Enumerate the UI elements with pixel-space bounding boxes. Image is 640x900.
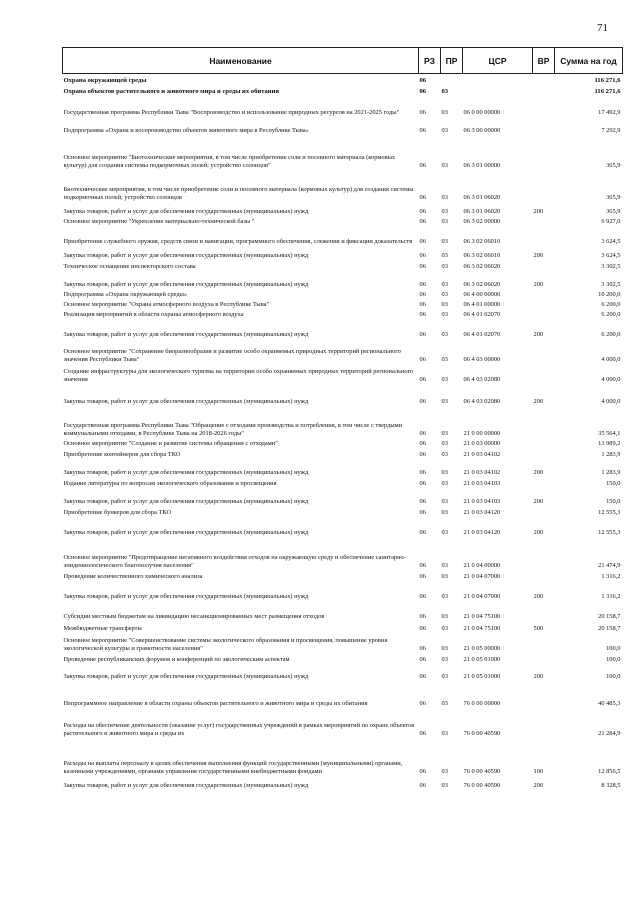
cell-rz: 06 xyxy=(419,625,426,632)
cell-sum: 12 555,3 xyxy=(598,529,621,536)
cell-sum: 10 200,0 xyxy=(598,291,621,298)
table-row xyxy=(63,97,623,118)
cell-pr: 03 xyxy=(441,376,448,383)
cell-vr xyxy=(533,682,555,709)
cell-rz: 06 xyxy=(419,88,427,95)
cell-name: Создание инфраструктуры для экологического туризма на территории особо охраняемых природных территорий регионального значения xyxy=(63,368,414,383)
cell-name: Закупка товаров, работ и услуг для обеспечения государственных (муниципальных) нужд xyxy=(63,331,309,338)
cell-vr xyxy=(533,407,555,439)
cell-vr: 200 xyxy=(533,331,544,338)
cell-sum: 1 283,9 xyxy=(601,451,621,458)
budget-table-container xyxy=(62,47,622,791)
cell-csr: 06 3 02 06010 xyxy=(463,238,501,245)
page-number: 71 xyxy=(597,22,608,34)
cell-sum: 13 989,2 xyxy=(598,440,621,447)
cell-sum: 3 302,5 xyxy=(601,281,621,288)
cell-sum: 20 158,7 xyxy=(598,625,621,632)
cell-name: Основное мероприятие "Охрана атмосферного воздуха в Республике Тыва" xyxy=(63,301,270,308)
header-rz: РЗ xyxy=(419,48,441,74)
cell-rz: 06 xyxy=(419,656,426,663)
cell-csr: 06 0 00 00000 xyxy=(463,109,501,116)
cell-vr xyxy=(533,478,555,489)
table-row xyxy=(63,460,623,478)
cell-name: Основное мероприятие "Сохранение биоразнообразия и развитие особо охраняемых природных территорий регионального значения Республики Тыва" xyxy=(63,348,401,363)
cell-vr xyxy=(533,136,555,171)
cell-name: Основное мероприятие "Совершенствование системы экологического образования и просвещения, повышение уровня экологической культуры и грамотности населения" xyxy=(63,637,388,652)
cell-name: Биотехнические мероприятия, в том числе приобретение соли и посевного материала (кормовых культур) для создания системы подкормочных полей; устройство солонцов xyxy=(63,186,414,201)
cell-pr: 03 xyxy=(441,238,448,245)
cell-rz: 06 xyxy=(419,768,426,775)
cell-rz: 06 xyxy=(419,593,426,600)
cell-name: Основное мероприятие "Укрепление материально-технической базы " xyxy=(63,218,255,225)
cell-csr: 21 0 03 04120 xyxy=(463,509,501,516)
table-row xyxy=(63,478,623,489)
cell-vr xyxy=(533,449,555,460)
table-row xyxy=(63,407,623,439)
cell-rz: 06 xyxy=(419,469,426,476)
cell-name: Издание литературы по вопросам экологического образования и просвещения xyxy=(63,480,277,487)
cell-rz: 06 xyxy=(419,730,426,737)
cell-rz: 06 xyxy=(419,194,426,201)
cell-name: Закупка товаров, работ и услуг для обеспечения государственных (муниципальных) нужд xyxy=(63,469,309,476)
cell-rz: 06 xyxy=(419,509,426,516)
cell-pr: 03 xyxy=(441,730,448,737)
cell-name: Межбюджетные трансферты xyxy=(63,625,142,632)
cell-sum: 365,9 xyxy=(606,208,621,215)
cell-csr: 06 4 01 00000 xyxy=(463,301,501,308)
cell-pr: 03 xyxy=(441,782,448,789)
cell-csr: 06 3 02 06010 xyxy=(463,252,501,259)
cell-rz: 06 xyxy=(419,562,426,569)
cell-pr: 03 xyxy=(441,673,448,680)
table-row xyxy=(63,290,623,300)
cell-vr xyxy=(533,74,555,86)
cell-pr: 03 xyxy=(441,208,448,215)
cell-name: Закупка товаров, работ и услуг для обеспечения государственных (муниципальных) нужд xyxy=(63,498,309,505)
cell-csr xyxy=(463,86,533,97)
cell-vr: 200 xyxy=(533,593,544,600)
cell-pr: 03 xyxy=(441,194,448,201)
cell-name: Государственная программа Республики Тыва "Обращение с отходами производства и потребления, в том числе с твердыми коммунальными отходами, в Республике Тыва на 2018-2026 годы" xyxy=(63,422,403,437)
cell-csr: 21 0 03 04102 xyxy=(463,469,501,476)
cell-sum: 116 271,6 xyxy=(594,77,621,84)
cell-csr: 21 0 04 75100 xyxy=(463,613,501,620)
cell-name: Подпрограмма «Охрана и воспроизводство объектов животного мира в Республике Тыва» xyxy=(63,127,309,134)
cell-csr: 21 0 03 04120 xyxy=(463,529,501,536)
cell-pr: 03 xyxy=(441,301,448,308)
cell-pr: 03 xyxy=(441,656,448,663)
cell-name: Закупка товаров, работ и услуг для обеспечения государственных (муниципальных) нужд xyxy=(63,208,309,215)
cell-rz: 06 xyxy=(419,498,426,505)
table-row xyxy=(63,507,623,518)
cell-name: Субсидии местным бюджетам на ликвидацию несанкционированных мест размещения отходов xyxy=(63,613,325,620)
table-row xyxy=(63,777,623,791)
cell-csr: 76 0 00 40590 xyxy=(463,730,501,737)
cell-name: Закупка товаров, работ и услуг для обеспечения государственных (муниципальных) нужд xyxy=(63,252,309,259)
cell-csr: 21 0 04 75100 xyxy=(463,625,501,632)
cell-rz: 06 xyxy=(419,291,426,298)
cell-name: Государственная программа Республики Тыва "Воспроизводство и использование природных ресурсов на 2021-2025 годы" xyxy=(63,109,400,116)
cell-name: Проведение количественного химического анализа xyxy=(63,573,203,580)
cell-vr: 200 xyxy=(533,782,544,789)
cell-sum: 8 328,5 xyxy=(601,782,621,789)
cell-vr xyxy=(533,634,555,654)
cell-csr: 21 0 04 00000 xyxy=(463,562,501,569)
table-row xyxy=(63,518,623,538)
cell-sum: 116 271,6 xyxy=(594,88,621,95)
cell-rz: 06 xyxy=(419,311,426,318)
cell-name: Основное мероприятие "Создание и развитие системы обращения с отходами" xyxy=(63,440,278,447)
cell-pr xyxy=(441,74,463,86)
cell-rz: 06 xyxy=(419,238,426,245)
cell-sum: 3 624,5 xyxy=(601,238,621,245)
cell-name: Закупка товаров, работ и услуг для обеспечения государственных (муниципальных) нужд xyxy=(63,281,309,288)
table-row xyxy=(63,582,623,602)
budget-table xyxy=(62,47,623,791)
cell-csr: 21 0 03 04103 xyxy=(463,498,501,505)
cell-csr: 06 4 00 00000 xyxy=(463,291,501,298)
cell-vr xyxy=(533,538,555,571)
cell-sum: 6 200,0 xyxy=(601,311,621,318)
cell-pr: 03 xyxy=(441,430,448,437)
cell-vr xyxy=(533,261,555,272)
cell-name: Реализация мероприятий в области охраны атмосферного воздуха xyxy=(63,311,244,318)
cell-vr xyxy=(533,365,555,385)
table-body xyxy=(63,74,623,791)
cell-sum: 365,9 xyxy=(606,162,621,169)
cell-csr: 21 0 03 00000 xyxy=(463,440,501,447)
cell-pr: 03 xyxy=(441,625,448,632)
cell-name: Закупка товаров, работ и услуг для обеспечения государственных (муниципальных) нужд xyxy=(63,593,309,600)
header-pr: ПР xyxy=(441,48,463,74)
cell-name: Приобретение контейнеров для сбора ТКО xyxy=(63,451,181,458)
cell-rz: 06 xyxy=(419,356,426,363)
cell-sum: 4 000,0 xyxy=(601,398,621,405)
cell-vr: 200 xyxy=(533,281,544,288)
cell-vr xyxy=(533,340,555,365)
cell-sum: 100,0 xyxy=(606,673,621,680)
table-row xyxy=(63,118,623,136)
cell-sum: 35 564,1 xyxy=(598,430,621,437)
cell-sum: 12 856,5 xyxy=(598,768,621,775)
cell-vr xyxy=(533,300,555,310)
cell-vr: 200 xyxy=(533,469,544,476)
cell-vr xyxy=(533,709,555,739)
cell-sum: 1 316,2 xyxy=(601,573,621,580)
table-row xyxy=(63,203,623,217)
table-row xyxy=(63,571,623,582)
header-sum: Сумма на год xyxy=(555,48,623,74)
cell-pr: 03 xyxy=(441,480,448,487)
cell-sum: 21 474,9 xyxy=(598,562,621,569)
cell-sum: 7 292,9 xyxy=(601,127,621,134)
cell-vr xyxy=(533,654,555,665)
cell-pr: 03 xyxy=(441,162,448,169)
cell-csr: 06 4 03 02080 xyxy=(463,376,501,383)
table-row xyxy=(63,272,623,290)
cell-csr: 76 0 00 40590 xyxy=(463,768,501,775)
cell-pr: 03 xyxy=(441,311,448,318)
cell-sum: 21 284,9 xyxy=(598,730,621,737)
cell-csr: 06 3 00 00000 xyxy=(463,127,501,134)
table-row xyxy=(63,489,623,507)
cell-sum: 365,9 xyxy=(606,194,621,201)
cell-pr: 03 xyxy=(441,469,448,476)
cell-sum: 6 200,0 xyxy=(601,331,621,338)
cell-rz: 06 xyxy=(419,162,426,169)
cell-csr: 76 0 00 40590 xyxy=(463,782,501,789)
cell-name: Приобретение бункеров для сбора ТКО xyxy=(63,509,172,516)
cell-csr: 06 4 01 02070 xyxy=(463,311,501,318)
cell-pr: 03 xyxy=(441,398,448,405)
cell-name: Техническое оснащение инспекторского состава xyxy=(63,263,196,270)
cell-vr xyxy=(533,439,555,449)
cell-pr: 03 xyxy=(441,263,448,270)
table-row xyxy=(63,634,623,654)
cell-pr: 03 xyxy=(441,529,448,536)
header-csr: ЦСР xyxy=(463,48,533,74)
cell-pr: 03 xyxy=(441,281,448,288)
cell-name: Расходы на обеспечение деятельности (оказание услуг) государственных учреждений в рамках мероприятий по охране объектов растительного и животного мира и среды их xyxy=(63,722,415,737)
cell-pr: 03 xyxy=(441,573,448,580)
cell-sum: 12 555,3 xyxy=(598,509,621,516)
cell-rz: 06 xyxy=(419,430,426,437)
cell-sum: 1 316,2 xyxy=(601,593,621,600)
table-row xyxy=(63,449,623,460)
cell-rz: 06 xyxy=(419,218,426,225)
cell-vr: 200 xyxy=(533,252,544,259)
cell-rz: 06 xyxy=(419,480,426,487)
cell-name: Основное мероприятие "Предотвращение негативного воздействия отходов на окружающую среду и обеспечение санитарно-эпидемиологического благополучия населения" xyxy=(63,554,406,569)
cell-csr: 76 0 00 00000 xyxy=(463,700,501,707)
cell-rz: 06 xyxy=(419,613,426,620)
cell-csr: 06 3 02 06020 xyxy=(463,281,501,288)
cell-vr xyxy=(533,86,555,97)
cell-sum: 6 200,0 xyxy=(601,301,621,308)
cell-name: Закупка товаров, работ и услуг для обеспечения государственных (муниципальных) нужд xyxy=(63,529,309,536)
table-row xyxy=(63,538,623,571)
cell-sum: 1 283,9 xyxy=(601,469,621,476)
cell-vr xyxy=(533,97,555,118)
cell-pr: 03 xyxy=(441,451,448,458)
cell-vr xyxy=(533,171,555,203)
cell-rz: 06 xyxy=(419,700,426,707)
cell-sum: 3 624,5 xyxy=(601,252,621,259)
cell-name: Непрограммное направление в области охраны объектов растительного и животного мира и среды их обитания xyxy=(63,700,368,707)
cell-csr: 21 0 05 01000 xyxy=(463,656,501,663)
cell-vr: 200 xyxy=(533,673,544,680)
cell-pr: 03 xyxy=(441,252,448,259)
cell-sum: 4 000,0 xyxy=(601,376,621,383)
table-row xyxy=(63,709,623,739)
table-row xyxy=(63,665,623,682)
table-row xyxy=(63,682,623,709)
cell-csr: 06 3 01 06020 xyxy=(463,194,501,201)
table-row xyxy=(63,217,623,227)
table-row xyxy=(63,602,623,622)
cell-sum: 3 302,5 xyxy=(601,263,621,270)
cell-pr: 03 xyxy=(441,645,448,652)
cell-sum: 20 158,7 xyxy=(598,613,621,620)
cell-pr: 03 xyxy=(441,88,449,95)
cell-rz: 06 xyxy=(419,208,426,215)
table-row xyxy=(63,247,623,261)
table-header xyxy=(63,48,623,74)
cell-rz: 06 xyxy=(419,252,426,259)
cell-csr: 06 3 02 00000 xyxy=(463,218,501,225)
cell-sum: 6 927,0 xyxy=(601,218,621,225)
cell-pr: 03 xyxy=(441,768,448,775)
cell-rz: 06 xyxy=(419,451,426,458)
table-row xyxy=(63,136,623,171)
table-row xyxy=(63,227,623,247)
cell-rz: 06 xyxy=(419,645,426,652)
cell-rz: 06 xyxy=(419,782,426,789)
cell-vr xyxy=(533,290,555,300)
cell-rz: 06 xyxy=(419,77,427,84)
cell-vr: 200 xyxy=(533,529,544,536)
cell-pr: 03 xyxy=(441,593,448,600)
cell-rz: 06 xyxy=(419,440,426,447)
cell-vr: 100 xyxy=(533,768,544,775)
cell-csr: 06 4 01 02070 xyxy=(463,331,501,338)
cell-rz: 06 xyxy=(419,109,426,116)
cell-pr: 03 xyxy=(441,498,448,505)
table-row xyxy=(63,300,623,310)
cell-csr: 21 0 03 04103 xyxy=(463,480,501,487)
cell-rz: 06 xyxy=(419,331,426,338)
cell-rz: 06 xyxy=(419,529,426,536)
cell-pr: 03 xyxy=(441,109,448,116)
cell-rz: 06 xyxy=(419,281,426,288)
cell-rz: 06 xyxy=(419,263,426,270)
table-row xyxy=(63,365,623,385)
cell-name: Закупка товаров, работ и услуг для обеспечения государственных (муниципальных) нужд xyxy=(63,782,309,789)
cell-vr: 500 xyxy=(533,625,544,632)
cell-name: Закупка товаров, работ и услуг для обеспечения государственных (муниципальных) нужд xyxy=(63,398,309,405)
cell-vr xyxy=(533,118,555,136)
cell-pr: 03 xyxy=(441,613,448,620)
cell-rz: 06 xyxy=(419,398,426,405)
table-row xyxy=(63,622,623,634)
cell-pr: 03 xyxy=(441,291,448,298)
cell-pr: 03 xyxy=(441,440,448,447)
header-name: Наименование xyxy=(63,48,419,74)
cell-csr: 21 0 05 00000 xyxy=(463,645,501,652)
cell-vr xyxy=(533,227,555,247)
cell-vr: 200 xyxy=(533,208,544,215)
cell-sum: 150,0 xyxy=(606,480,621,487)
cell-sum: 40 485,3 xyxy=(598,700,621,707)
cell-name: Проведение республиканских форумов и конференций по экологическим аспектам xyxy=(63,656,290,663)
cell-sum: 100,0 xyxy=(606,656,621,663)
table-row xyxy=(63,320,623,340)
table-row xyxy=(63,340,623,365)
cell-name: Подпрограмма «Охрана окружающей среды» xyxy=(63,291,188,298)
cell-csr: 21 0 05 01000 xyxy=(463,673,501,680)
cell-pr: 03 xyxy=(441,562,448,569)
cell-pr: 03 xyxy=(441,356,448,363)
cell-vr: 200 xyxy=(533,398,544,405)
cell-rz: 06 xyxy=(419,376,426,383)
cell-sum: 17 492,9 xyxy=(598,109,621,116)
cell-pr: 03 xyxy=(441,509,448,516)
table-row xyxy=(63,86,623,97)
cell-csr: 06 4 03 00000 xyxy=(463,356,501,363)
cell-pr: 03 xyxy=(441,127,448,134)
cell-csr: 21 0 03 04102 xyxy=(463,451,501,458)
table-row xyxy=(63,385,623,407)
table-row xyxy=(63,310,623,320)
cell-sum: 4 000,0 xyxy=(601,356,621,363)
header-vr: ВР xyxy=(533,48,555,74)
cell-rz: 06 xyxy=(419,673,426,680)
cell-csr: 06 3 01 00000 xyxy=(463,162,501,169)
cell-vr: 200 xyxy=(533,498,544,505)
table-row xyxy=(63,654,623,665)
cell-vr xyxy=(533,571,555,582)
cell-pr: 03 xyxy=(441,218,448,225)
cell-rz: 06 xyxy=(419,573,426,580)
cell-csr: 21 0 04 07000 xyxy=(463,593,501,600)
table-row xyxy=(63,74,623,86)
cell-rz: 06 xyxy=(419,127,426,134)
cell-sum: 150,0 xyxy=(606,498,621,505)
cell-csr xyxy=(463,74,533,86)
cell-vr xyxy=(533,602,555,622)
cell-name: Закупка товаров, работ и услуг для обеспечения государственных (муниципальных) нужд xyxy=(63,673,309,680)
cell-csr: 21 0 04 07000 xyxy=(463,573,501,580)
cell-name: Приобретение служебного оружия, средств связи и навигации, программного обеспечения, слежения и фиксации доказательств xyxy=(63,238,413,245)
cell-name: Расходы на выплаты персоналу в целях обеспечения выполнения функций государственными (муниципальными) органами, казенными учреждениями, органами управления государственными внебюджетными фондами xyxy=(63,760,403,775)
cell-pr: 03 xyxy=(441,700,448,707)
cell-vr xyxy=(533,217,555,227)
cell-csr: 06 3 02 06020 xyxy=(463,263,501,270)
table-row xyxy=(63,171,623,203)
table-row xyxy=(63,261,623,272)
cell-name: Основное мероприятие "Биотехнические мероприятия, в том числе приобретение соли и посевного материала (кормовых культур) для создания системы подкормочных полей; устройство солонцов" xyxy=(63,154,396,169)
cell-name: Охрана объектов растительного и животного мира и среды их обитания xyxy=(63,88,279,95)
cell-name: Охрана окружающей среды xyxy=(63,77,147,84)
cell-vr xyxy=(533,310,555,320)
cell-csr: 21 0 00 00000 xyxy=(463,430,501,437)
cell-sum: 100,0 xyxy=(606,645,621,652)
cell-csr: 06 3 01 06020 xyxy=(463,208,501,215)
cell-pr: 03 xyxy=(441,331,448,338)
cell-csr: 06 4 03 02080 xyxy=(463,398,501,405)
table-row xyxy=(63,439,623,449)
cell-vr xyxy=(533,507,555,518)
cell-rz: 06 xyxy=(419,301,426,308)
table-row xyxy=(63,739,623,777)
